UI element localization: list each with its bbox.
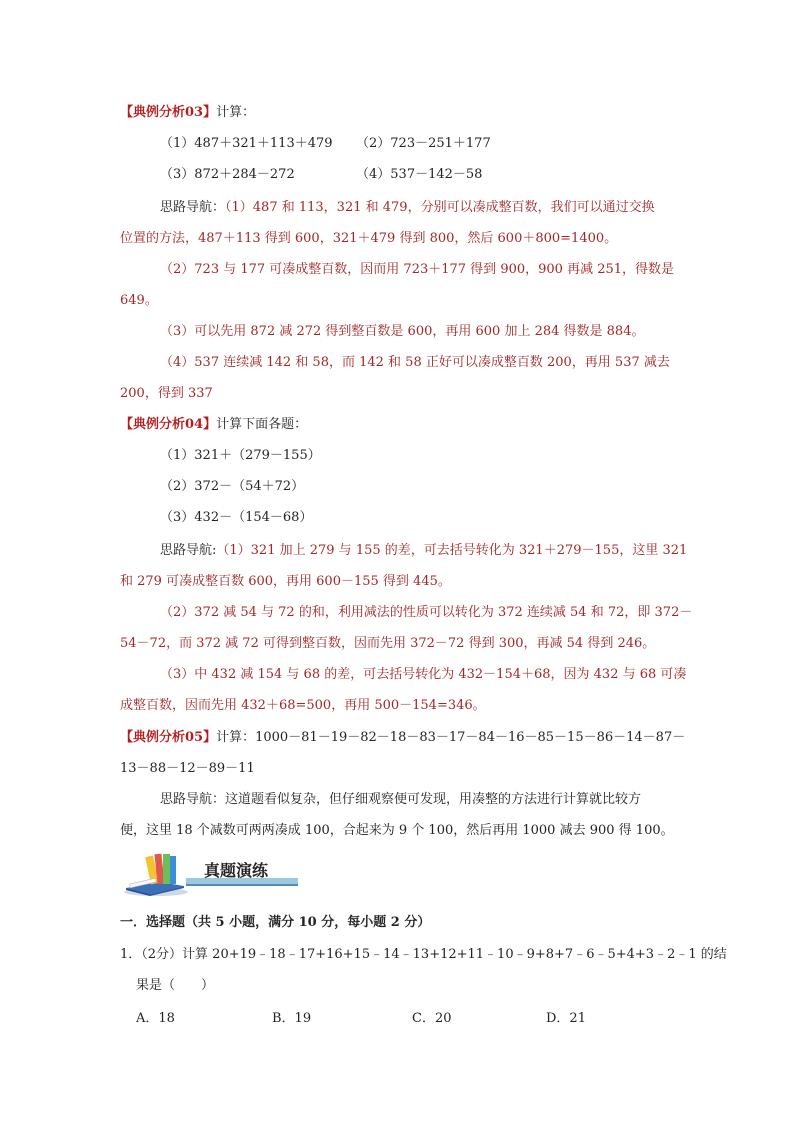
ex04-nav-1b: 和 279 可凑成整百数 600，再用 600－155 得到 445。 [120, 574, 451, 589]
ex05-nav-1b: 便，这里 18 个减数可两两凑成 100，合起来为 9 个 100，然后再用 1000 减去 900 得 100。 [120, 823, 674, 838]
ex03-problem-4: （4）537－142－58 [356, 167, 483, 182]
ex05-heading [120, 729, 685, 747]
ex04-nav-3b: 成整百数，因而先用 432＋68=500，再用 500－154=346。 [120, 698, 486, 713]
ex05-tag: 【典例分析05】 [120, 730, 217, 745]
ex04-nav-label: 思路导航: [160, 543, 217, 558]
ex03-nav-4b: 200，得到 337 [120, 386, 213, 401]
ex04-nav-1a: 思路导航:（1）321 加上 279 与 155 的差，可去括号转化为 321＋279－155，这里 321 [160, 543, 688, 558]
ex05-title: 计算：1000－81－19－82－18－83－17－84－16－85－15－86－14－87－ [216, 730, 686, 745]
ex03-problem-3: （3）872＋284－272 [160, 167, 295, 182]
ex04-nav-2a: （2）372 减 54 与 72 的和，利用减法的性质可以转化为 372 连续减 54 和 72，即 372－ [160, 605, 693, 620]
ex04-heading [120, 416, 307, 434]
ex03-nav-2a: （2）723 与 177 可凑成整百数，因而用 723＋177 得到 900，900 再减 251，得数是 [160, 262, 675, 277]
ex04-problem-3: （3）432－（154－68） [160, 510, 313, 525]
ex03-problem-2: （2）723－251＋177 [356, 136, 491, 151]
ex04-problem-2: （2）372－（54＋72） [160, 479, 305, 494]
ex04-nav-2b: 54－72，而 372 减 72 可得到整百数，因而先用 372－72 得到 300，再减 54 得到 246。 [120, 636, 656, 651]
ex03-nav-2b: 649。 [120, 293, 158, 308]
option-a[interactable]: A．18 [136, 1011, 175, 1026]
option-b[interactable]: B．19 [272, 1011, 312, 1026]
ex03-title: 计算： [216, 105, 256, 120]
ex03-heading [120, 104, 255, 122]
ex03-nav-3: （3）可以先用 872 减 272 得到整百数是 600，再用 600 加上 284 得数是 884。 [160, 324, 645, 339]
ex03-problem-1: （1）487＋321＋113＋479 [160, 136, 333, 151]
question-1-text: 1．（2分）计算 20+19﹣18﹣17+16+15﹣14﹣13+12+11﹣10﹣9+8+7﹣6﹣5+4+3﹣2﹣1 的结 [120, 947, 727, 962]
section-title: 真题演练 [204, 861, 269, 880]
books-icon [120, 848, 190, 898]
ex04-title: 计算下面各题： [216, 417, 308, 432]
ex03-nav-label: 思路导航： [160, 200, 226, 215]
ex04-nav-3a: （3）中 432 减 154 与 68 的差，可去括号转化为 432－154＋68，因为 432 与 68 可凑 [160, 667, 687, 682]
ex03-tag: 【典例分析03】 [120, 105, 217, 120]
ex04-tag: 【典例分析04】 [120, 417, 217, 432]
option-c[interactable]: C．20 [412, 1011, 452, 1026]
part-title: 一．选择题（共 5 小题，满分 10 分，每小题 2 分） [120, 915, 431, 930]
ex05-nav-label: 思路导航： [160, 792, 226, 807]
ex04-problem-1: （1）321＋（279－155） [160, 448, 321, 463]
option-d[interactable]: D．21 [546, 1011, 586, 1026]
section-underline-dark [186, 884, 298, 886]
ex03-nav-4a: （4）537 连续减 142 和 58，而 142 和 58 正好可以凑成整百数 200，再用 537 减去 [160, 355, 670, 370]
ex03-nav-1b: 位置的方法，487＋113 得到 600，321＋479 得到 800，然后 600＋800=1400。 [120, 231, 618, 246]
ex05-title-cont: 13－88－12－89－11 [120, 761, 255, 776]
ex03-nav-1a: 思路导航：（1）487 和 113，321 和 479，分别可以凑成整百数，我们可以通过交换 [160, 200, 655, 215]
question-1-text-cont: 果是（ ） [136, 978, 215, 993]
ex05-nav-1a: 思路导航：这道题看似复杂，但仔细观察便可发现，用凑整的方法进行计算就比较方 [160, 792, 642, 807]
